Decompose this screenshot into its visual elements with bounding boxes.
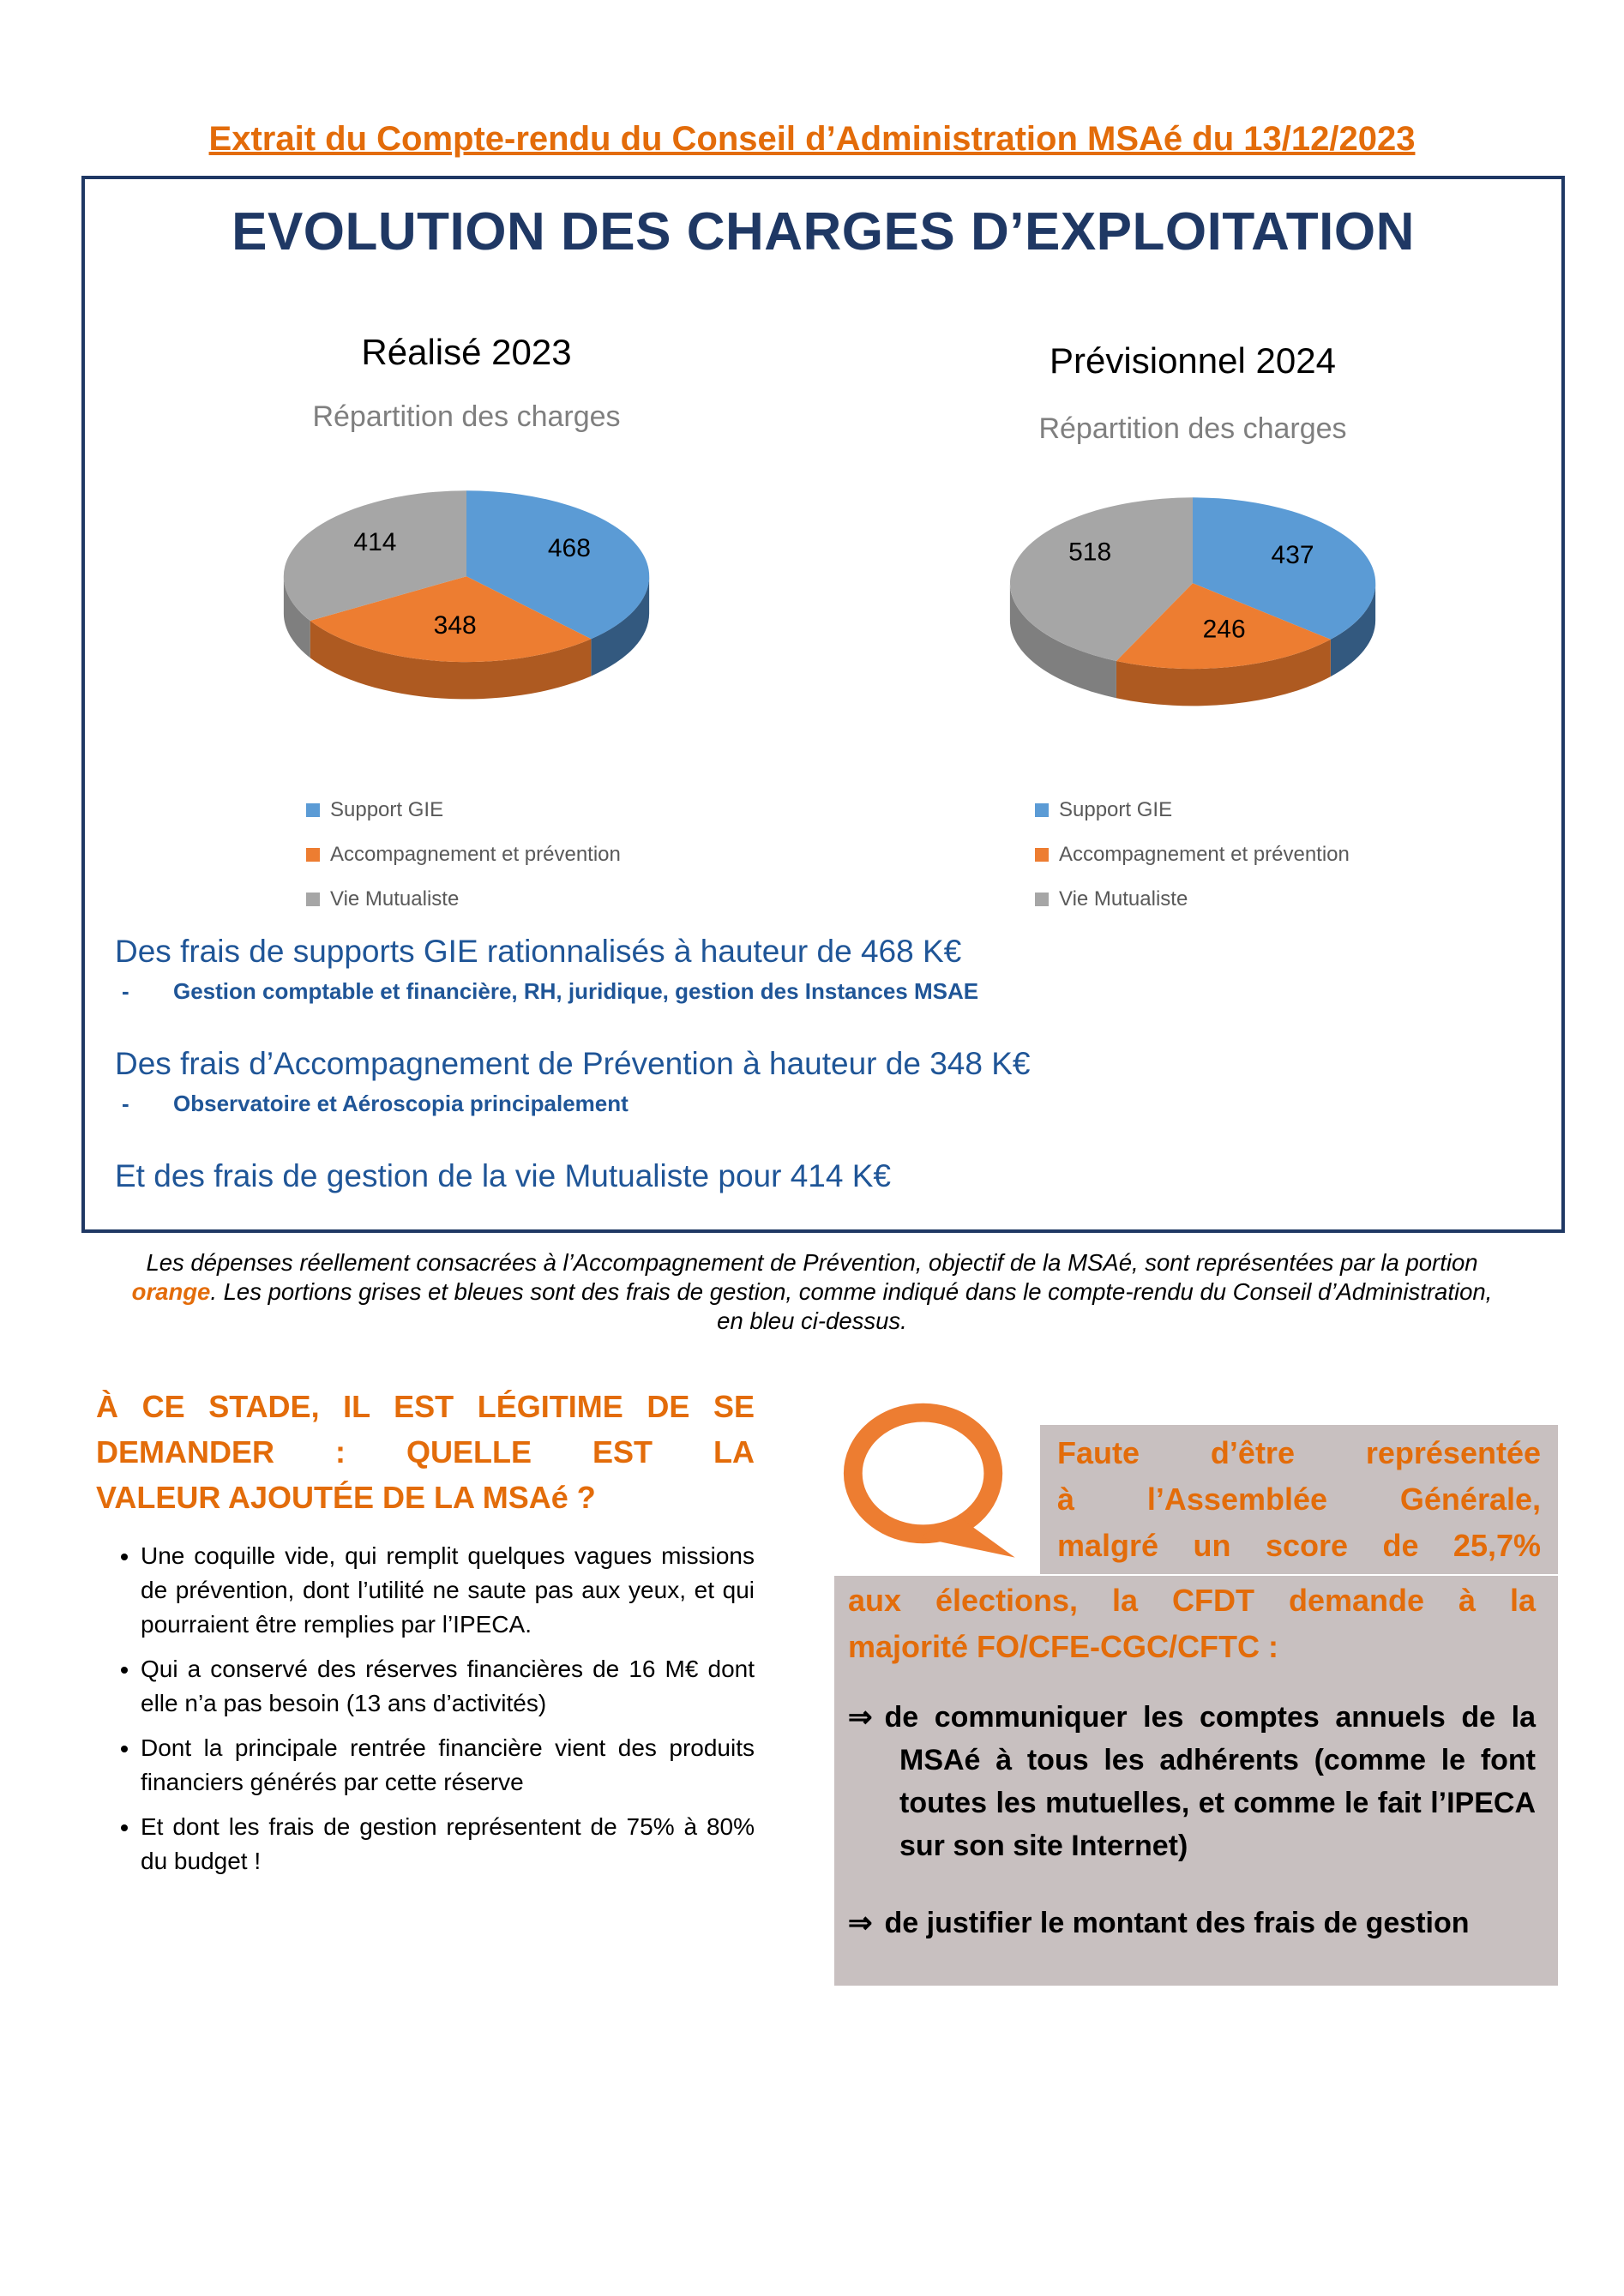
intro-line: majorité FO/CFE-CGC/CFTC : <box>848 1629 1278 1664</box>
legend-swatch-orange <box>306 848 320 862</box>
demand-item <box>848 1902 1536 1944</box>
dash: - <box>122 978 129 1004</box>
document-header: Extrait du Compte-rendu du Conseil d’Administration MSAé du 13/12/2023 <box>208 120 1416 158</box>
right-column <box>834 1397 1559 1989</box>
dash: - <box>122 1091 129 1116</box>
pie-2023-label-accompagnement: 348 <box>433 610 477 640</box>
statement-vie-mutualiste <box>115 1158 1530 1194</box>
bullet-item: • Qui a conservé des réserves financières de 16 M€ dont elle n’a pas besoin (13 ans d’activités) <box>141 1652 755 1721</box>
report-box <box>81 176 1565 1233</box>
chart-2024-title: Prévisionnel 2024 <box>1050 340 1336 381</box>
statements <box>115 934 1530 1235</box>
pie-2024-label-support: 437 <box>1271 540 1314 569</box>
bullet-item: • Une coquille vide, qui remplit quelques vagues missions de prévention, dont l’utilité ne saute pas aux yeux, et qui pourraient être remplies par l’IPECA. <box>141 1539 755 1642</box>
bullet-item: • Dont la principale rentrée financière vient des produits financiers générés par cette réserve <box>141 1731 755 1800</box>
legend-swatch-gray <box>1035 893 1049 906</box>
intro-line: à l’Assemblée Générale, <box>1057 1482 1541 1517</box>
legend-2023 <box>306 798 621 911</box>
legend-label: Support GIE <box>1059 798 1173 821</box>
demand-text: de justifier le montant des frais de gestion <box>884 1907 1470 1939</box>
cfdt-demand-box <box>834 1576 1558 1986</box>
report-title: EVOLUTION DES CHARGES D’EXPLOITATION <box>232 202 1415 261</box>
legend-item-support-gie <box>1035 798 1350 822</box>
legend-swatch-gray <box>306 893 320 906</box>
chart-2023-title: Réalisé 2023 <box>361 332 572 372</box>
statement-support-gie <box>115 934 1530 1005</box>
statement-main: Des frais d’Accompagnement de Prévention à hauteur de 348 K€ <box>115 1046 1031 1081</box>
note-part1: Les dépenses réellement consacrées à l’Accompagnement de Prévention, objectif de la MSAé, sont représentées par la portion <box>146 1249 1478 1276</box>
pie-chart-2023 <box>111 462 822 752</box>
heading-line: VALEUR AJOUTÉE DE LA MSAé ? <box>96 1480 596 1515</box>
legend-label: Accompagnement et prévention <box>1059 843 1350 866</box>
demand-item <box>848 1696 1536 1867</box>
double-arrow-icon: ⇒ <box>848 1907 873 1939</box>
demand-text: de communiquer les comptes annuels de la MSAé à tous les adhérents (comme le font toutes les mutuelles, et comme le fait l’IPECA sur son site Internet) <box>884 1701 1536 1862</box>
heading-line: À CE STADE, IL EST LÉGITIME DE SE <box>96 1389 755 1424</box>
legend-2024 <box>1035 798 1350 911</box>
statement-detail-text: Gestion comptable et financière, RH, juridique, gestion des Instances MSAE <box>173 978 979 1004</box>
speech-bubble-icon <box>834 1401 1021 1571</box>
pie-2023-label-support: 468 <box>547 533 591 562</box>
legend-swatch-blue <box>306 803 320 817</box>
intro-line: Faute d’être représentée <box>1057 1435 1541 1470</box>
legend-label: Accompagnement et prévention <box>330 843 621 866</box>
legend-swatch-orange <box>1035 848 1049 862</box>
statement-detail <box>115 978 1530 1005</box>
legend-item-vie-mutualiste <box>1035 887 1350 911</box>
pie-2024-label-accompagnement: 246 <box>1202 615 1246 644</box>
note-part2: . Les portions grises et bleues sont des frais de gestion, comme indiqué dans le compte-rendu du Conseil d’Administration, en bleu ci-dessus. <box>210 1278 1493 1334</box>
chart-2024-subtitle: Répartition des charges <box>1038 412 1347 445</box>
note-orange-word: orange <box>131 1278 211 1305</box>
bullet-item: • Et dont les frais de gestion représentent de 75% à 80% du budget ! <box>141 1810 755 1878</box>
legend-swatch-blue <box>1035 803 1049 817</box>
statement-detail-text: Observatoire et Aéroscopia principalement <box>173 1091 629 1116</box>
pie-2023-label-vie: 414 <box>353 528 397 557</box>
legend-item-accompagnement <box>306 843 621 867</box>
legend-label: Support GIE <box>330 798 444 821</box>
legend-item-accompagnement <box>1035 843 1350 867</box>
statement-main: Des frais de supports GIE rationnalisés à hauteur de 468 K€ <box>115 934 962 969</box>
intro-line: malgré un score de 25,7% <box>1057 1528 1541 1563</box>
pie-2024-label-vie: 518 <box>1068 538 1112 567</box>
question-heading <box>96 1384 755 1520</box>
note-text <box>120 1248 1504 1336</box>
chart-2023-subtitle: Répartition des charges <box>312 400 621 433</box>
double-arrow-icon: ⇒ <box>848 1701 873 1734</box>
legend-item-support-gie <box>306 798 621 822</box>
left-column <box>96 1384 755 1889</box>
legend-item-vie-mutualiste <box>306 887 621 911</box>
pie-chart-2024 <box>850 469 1536 759</box>
statement-accompagnement <box>115 1046 1530 1117</box>
intro-line: aux élections, la CFDT demande à la <box>848 1583 1536 1618</box>
legend-label: Vie Mutualiste <box>330 887 460 911</box>
statement-main: Et des frais de gestion de la vie Mutualiste pour 414 K€ <box>115 1158 891 1193</box>
legend-label: Vie Mutualiste <box>1059 887 1188 911</box>
statement-detail <box>115 1091 1530 1117</box>
cfdt-intro-top <box>1040 1425 1558 1574</box>
bullet-list <box>96 1539 755 1878</box>
heading-line: DEMANDER : QUELLE EST LA <box>96 1434 755 1470</box>
